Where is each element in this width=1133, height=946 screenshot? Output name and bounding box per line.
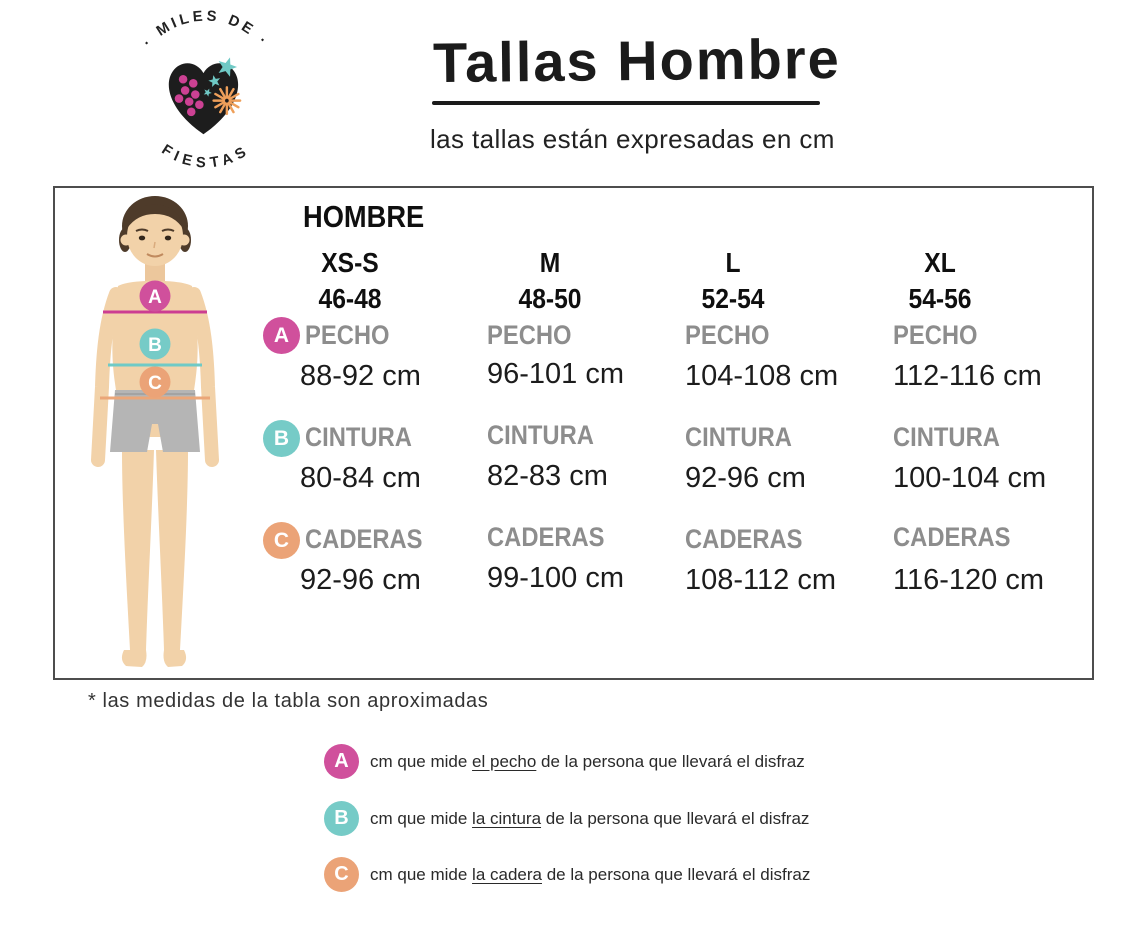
brand-logo: [122, 10, 290, 178]
measurement-value: 104-108 cm: [685, 360, 839, 392]
row-label-cintura: CINTURA: [893, 422, 1000, 452]
legend-text: cm que mide la cadera de la persona que llevará el disfraz: [370, 865, 811, 884]
svg-text:C: C: [148, 373, 162, 394]
measurement-value: 92-96 cm: [300, 564, 421, 596]
legend-text: cm que mide la cintura de la persona que llevará el disfraz: [370, 809, 810, 828]
logo-top-text: · MILES DE ·: [139, 10, 273, 51]
title-underline: [432, 101, 820, 105]
row-label-cintura: CINTURA: [305, 422, 412, 452]
size-label-m: M: [539, 247, 561, 278]
figure-badge-b: [140, 329, 171, 360]
figure-left-foot: [122, 650, 147, 667]
size-label-l: L: [725, 247, 741, 278]
figure-right-foot: [164, 650, 187, 667]
figure-badge-a: [140, 281, 171, 312]
measurement-value: 99-100 cm: [487, 562, 625, 594]
row-label-pecho: PECHO: [893, 320, 978, 350]
row-label-caderas: CADERAS: [487, 522, 605, 552]
logo-bottom-text: FIESTAS: [158, 141, 254, 172]
row-label-pecho: PECHO: [305, 320, 390, 350]
row-label-cintura: CINTURA: [487, 420, 594, 450]
page-title: Tallas Hombre: [432, 26, 842, 95]
measurement-value: 100-104 cm: [893, 462, 1047, 494]
page-subtitle: las tallas están expresadas en cm: [430, 124, 835, 154]
legend-item: [324, 801, 924, 837]
row-label-caderas: CADERAS: [305, 524, 423, 554]
size-range-xl: 54-56: [908, 283, 972, 314]
svg-text:FIESTAS: [159, 142, 254, 172]
size-range-l: 52-54: [701, 283, 765, 314]
row-label-caderas: CADERAS: [685, 524, 803, 554]
figure-left-leg: [122, 450, 154, 650]
measurement-value: 112-116 cm: [893, 360, 1042, 392]
svg-text:· MILES DE ·: [140, 10, 272, 51]
row-label-pecho: PECHO: [685, 320, 770, 350]
row-label-pecho: PECHO: [487, 320, 572, 350]
row-label-caderas: CADERAS: [893, 522, 1011, 552]
size-range-m: 48-50: [518, 283, 582, 314]
size-label-xs-s: XS-S: [321, 247, 379, 278]
measurement-value: 96-101 cm: [487, 358, 625, 390]
measurement-value: 88-92 cm: [300, 360, 421, 392]
legend-text: cm que mide el pecho de la persona que llevará el disfraz: [370, 752, 805, 771]
underlined-term: el pecho: [472, 752, 537, 771]
marker-badge-c: C: [263, 522, 300, 559]
size-range-xs-s: 46-48: [318, 283, 382, 314]
underlined-term: la cintura: [472, 809, 542, 828]
chart-gender-label: HOMBRE: [303, 199, 425, 234]
legend-item: [324, 857, 924, 893]
measurement-value: 80-84 cm: [300, 462, 421, 494]
footnote: * las medidas de la tabla son aproximadas: [88, 690, 489, 712]
marker-badge-a: A: [263, 317, 300, 354]
svg-text:B: B: [148, 335, 162, 356]
heart-logo-icon: [122, 10, 290, 178]
legend-item: [324, 744, 924, 780]
measurement-value: 82-83 cm: [487, 460, 608, 492]
legend-badge-b: B: [324, 801, 359, 836]
body-figure-illustration: [70, 192, 265, 677]
figure-right-leg: [156, 450, 188, 650]
measurement-value: 92-96 cm: [685, 462, 806, 494]
underlined-term: la cadera: [472, 865, 542, 884]
row-label-cintura: CINTURA: [685, 422, 792, 452]
figure-badge-c: [140, 367, 171, 398]
svg-text:A: A: [148, 287, 162, 308]
legend-badge-c: C: [324, 857, 359, 892]
size-label-xl: XL: [924, 247, 956, 278]
measurement-value: 108-112 cm: [685, 564, 836, 596]
legend-badge-a: A: [324, 744, 359, 779]
measurement-value: 116-120 cm: [893, 564, 1044, 596]
marker-badge-b: B: [263, 420, 300, 457]
